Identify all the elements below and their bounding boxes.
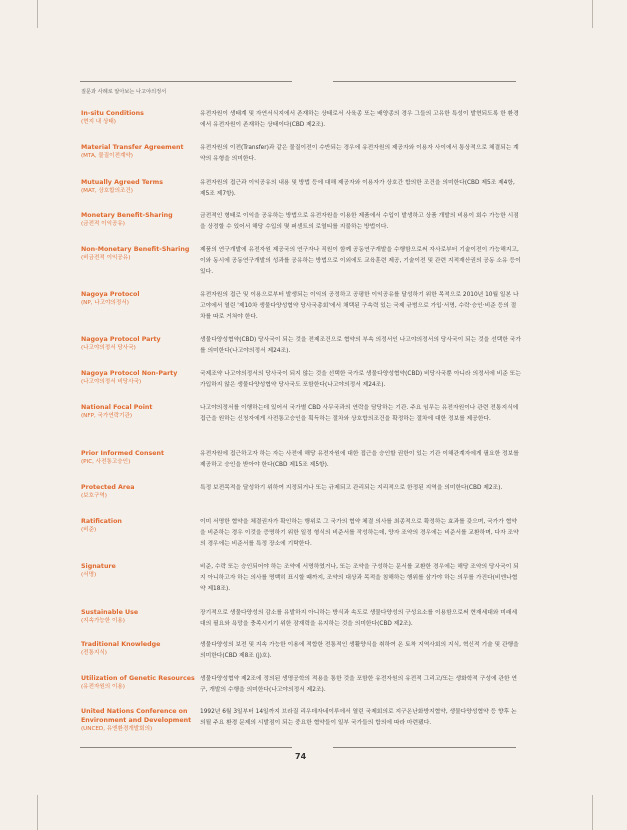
glossary-term <box>81 369 196 387</box>
term-definition: 나고야의정서를 이행하는데 있어서 국가별 CBD 사무국과의 연락을 담당하는 기관. 주요 임무는 유전자원이나 관련 전통지식에 접근을 원하는 신청자에게 사전통고승인을 획득하는 절차와 상호합의조건을 확정하는 절차에 대한 정보를 제공한다. <box>200 405 519 422</box>
glossary-entry <box>81 403 521 449</box>
term-english: Ratification <box>81 518 122 525</box>
glossary-entry <box>81 608 521 640</box>
term-definition: 생물다양성협약(CBD) 당사국이 되는 것을 전제조건으로 협약의 부속 의정서인 나고야의정서의 당사국이 되는 것을 선택한 국가를 의미한다(나고야의정서 제24조). <box>200 337 521 354</box>
glossary-entry <box>81 707 521 743</box>
term-definition: 1992년 6월 3일부터 14일까지 브라질 리우데자네이루에서 열린 국제회의로 지구온난화방지협약, 생물다양성협약 등 향후 논의될 주요 환경 문제의 시발점이 되는 중요한 협약들이 일부 국가들의 합의에 따라 마련됐다. <box>200 709 517 726</box>
glossary-entry <box>81 211 521 245</box>
glossary-term <box>81 211 196 229</box>
term-english: Protected Area <box>81 484 135 491</box>
glossary-term <box>81 562 196 580</box>
term-korean: (현지 내 상태) <box>81 119 116 125</box>
header-rule-left <box>80 81 292 82</box>
crop-mark-top-left <box>37 0 38 28</box>
glossary-term <box>81 608 196 626</box>
running-header: 질문과 사례로 알아보는 나고야의정서 <box>81 89 167 95</box>
glossary-entry <box>81 178 521 211</box>
glossary-term <box>81 245 196 263</box>
term-korean: (나고야의정서 당사국) <box>81 345 136 351</box>
footer-rule-right <box>333 747 516 748</box>
term-korean: (지속가능한 이용) <box>81 618 125 624</box>
glossary-entry <box>81 640 521 674</box>
term-english: Traditional Knowledge <box>81 641 161 648</box>
glossary-entry <box>81 290 521 335</box>
term-korean: (서명) <box>81 572 97 578</box>
term-english: Sustainable Use <box>81 609 139 616</box>
term-english: Mutually Agreed Terms <box>81 179 163 186</box>
term-definition: 유전자원의 이전(Transfer)과 같은 물질이전이 수반되는 경우에 유전자원의 제공자와 이용자 사이에서 통상적으로 체결되는 계약의 유형을 의미한다. <box>200 145 519 162</box>
term-english: Non-Monetary Benefit-Sharing <box>81 246 190 253</box>
glossary-term <box>81 290 196 308</box>
glossary-list <box>81 109 521 743</box>
glossary-term <box>81 707 196 734</box>
term-english: Monetary Benefit-Sharing <box>81 212 173 219</box>
term-definition: 이미 서명한 협약을 체결권자가 확인하는 행위로 그 국가의 협약 체결 의사를 최종적으로 확정하는 효과를 갖으며, 국가가 협약을 비준하는 경우 이것을 증명하기 위한 일정 형식의 비준서를 작성하는데, 양자 조약의 경우에는 비준서를 교환하며, 다자 조약의 경우에는 비준서를 특정 장소에 기탁한다. <box>200 519 519 547</box>
term-korean: (MTA, 물질이전계약) <box>81 153 133 159</box>
glossary-term <box>81 335 196 353</box>
term-korean: (비준) <box>81 527 97 533</box>
glossary-term <box>81 143 196 161</box>
glossary-entry <box>81 517 521 562</box>
footer-rule-left <box>80 747 292 748</box>
term-korean: (PIC, 사전통고승인) <box>81 459 131 465</box>
term-english: Signature <box>81 563 116 570</box>
glossary-entry <box>81 335 521 369</box>
term-korean: (NFP, 국가연락기관) <box>81 413 133 419</box>
term-definition: 유전자원이 생태계 및 자연서식지에서 존재하는 상태로서 사육종 또는 배양종의 경우 그들의 고유한 특성이 발현되도록 한 환경에서 유전자원이 존재하는 상태이다(CBD 제2조). <box>200 111 519 128</box>
term-definition: 유전자원에 접근하고자 하는 자는 사전에 해당 유전자원에 대한 접근을 승인할 권한이 있는 기관 이해관계자에게 필요한 정보를 제공하고 승인을 받아야 한다(CBD 제15조 제5항). <box>200 451 519 468</box>
glossary-term <box>81 483 196 501</box>
glossary-term <box>81 517 196 535</box>
term-english: Nagoya Protocol <box>81 291 140 298</box>
term-definition: 제품의 연구개발에 유전자원 제공국의 연구자나 직원이 함께 공동연구개발을 수행함으로써 자사로부터 기술이전이 가능해지고, 이와 동시에 공동연구개발의 성과를 공유하는 방법으로 이외에도 교육훈련 제공, 기술이전 및 관련 지적재산권의 공동 소유 등이 있다. <box>200 247 521 275</box>
term-english: Nagoya Protocol Party <box>81 336 161 343</box>
glossary-term <box>81 403 196 421</box>
term-korean: (유전자원의 이용) <box>81 684 125 690</box>
glossary-term <box>81 640 196 658</box>
term-definition: 국제조약 나고야의정서의 당사국이 되지 않는 것을 선택한 국가로 생물다양성협약(CBD) 비당사국뿐 아니라 의정서에 비준 또는 가입하지 않은 생물다양성협약 당사국도 포함한다(나고야의정서 제24조). <box>200 371 521 388</box>
glossary-entry <box>81 143 521 178</box>
term-english: National Focal Point <box>81 404 153 411</box>
term-korean: (보호구역) <box>81 493 107 499</box>
glossary-term <box>81 674 196 692</box>
term-definition: 유전자원의 접근 및 이용으로부터 발생되는 이익의 공정하고 공평한 이익공유를 달성하기 위한 목적으로 2010년 10월 일본 나고야에서 열린 '제10차 생물다양성협약 당사국총회'에서 채택된 구속력 있는 국제 규범으로 가입·서명, 수락·승인·비준 등의 절차를 따로 거쳐야 한다. <box>200 292 519 320</box>
glossary-entry <box>81 109 521 143</box>
glossary-entry <box>81 483 521 517</box>
glossary-entry <box>81 449 521 483</box>
crop-mark-bottom-left <box>37 795 38 830</box>
term-korean: (금전적 이익공유) <box>81 221 125 227</box>
term-english: Utilization of Genetic Resources <box>81 675 195 682</box>
header-rule-right <box>333 81 516 82</box>
term-english: Nagoya Protocol Non-Party <box>81 370 178 377</box>
term-definition: 금전적인 형태로 이익을 공유하는 방법으로 유전자원을 이용한 제품에서 수입이 발생하고 상품 개발의 비용이 회수 가능한 시점을 상정할 수 있어서 해당 수입의 몇 퍼센트의 로열티를 지불하는 방법이다. <box>200 213 519 230</box>
glossary-entry <box>81 562 521 608</box>
term-definition: 특정 보전목적을 달성하기 위하여 지정되거나 또는 규제되고 관리되는 지리적으로 한정된 지역을 의미한다(CBD 제2조). <box>200 485 503 491</box>
term-definition: 장기적으로 생물다양성의 감소를 유발하지 아니하는 방식과 속도로 생물다양성의 구성요소를 이용함으로써 현재세대와 미래세대의 필요와 욕망을 충족시키기 위한 잠재력을 유지하는 것을 의미한다(CBD 제2조). <box>200 610 518 627</box>
term-korean: (나고야의정서 비당사국) <box>81 379 142 385</box>
crop-mark-bottom-right <box>592 795 593 830</box>
term-english: United Nations Conference on Environment and Development <box>81 708 192 724</box>
glossary-entry <box>81 245 521 290</box>
glossary-entry <box>81 674 521 707</box>
term-korean: (NP, 나고야의정서) <box>81 300 129 306</box>
term-english: Prior Informed Consent <box>81 450 164 457</box>
glossary-term <box>81 109 196 127</box>
term-korean: (MAT, 상호합의조건) <box>81 188 133 194</box>
term-korean: (비금전적 이익공유) <box>81 255 131 261</box>
term-english: Material Transfer Agreement <box>81 144 184 151</box>
term-korean: (전통지식) <box>81 650 107 656</box>
term-definition: 생물다양성협약 제2조에 정의된 생명공학의 적용을 통한 것을 포함한 유전자원의 유전적 그리고/또는 생화학적 구성에 관한 연구, 개발의 수행을 의미한다(나고야의정서 제2조). <box>200 676 518 693</box>
term-korean: (UNCED, 유엔환경개발회의) <box>81 726 153 732</box>
term-english: In-situ Conditions <box>81 110 144 117</box>
crop-mark-top-right <box>592 0 593 28</box>
term-definition: 유전자원의 접근과 이익공유의 내용 및 방법 등에 대해 제공자와 이용자가 상호간 합의한 조건을 의미한다(CBD 제5조 제4항, 제5조 제7항). <box>200 180 515 197</box>
page-number: 74 <box>295 752 307 761</box>
term-definition: 비준, 수락 또는 승인되어야 하는 조약에 서명하였거나, 또는 조약을 구성하는 문서를 교환한 경우에는 해당 조약의 당사국이 되지 아니하고자 하는 의사를 명백히 표시할 때까지, 조약의 대상과 목적을 침해하는 행위를 삼가야 하는 의무를 가진다(비엔나협약 제18조). <box>200 564 519 592</box>
glossary-entry <box>81 369 521 403</box>
term-definition: 생물다양성의 보전 및 지속 가능한 이용에 적합한 전통적인 생활양식을 취하여 온 토착 지역사회의 지식, 혁신적 기술 및 관행을 의미한다(CBD 제8조 (j)호). <box>200 642 519 659</box>
glossary-term <box>81 449 196 467</box>
glossary-term <box>81 178 196 196</box>
